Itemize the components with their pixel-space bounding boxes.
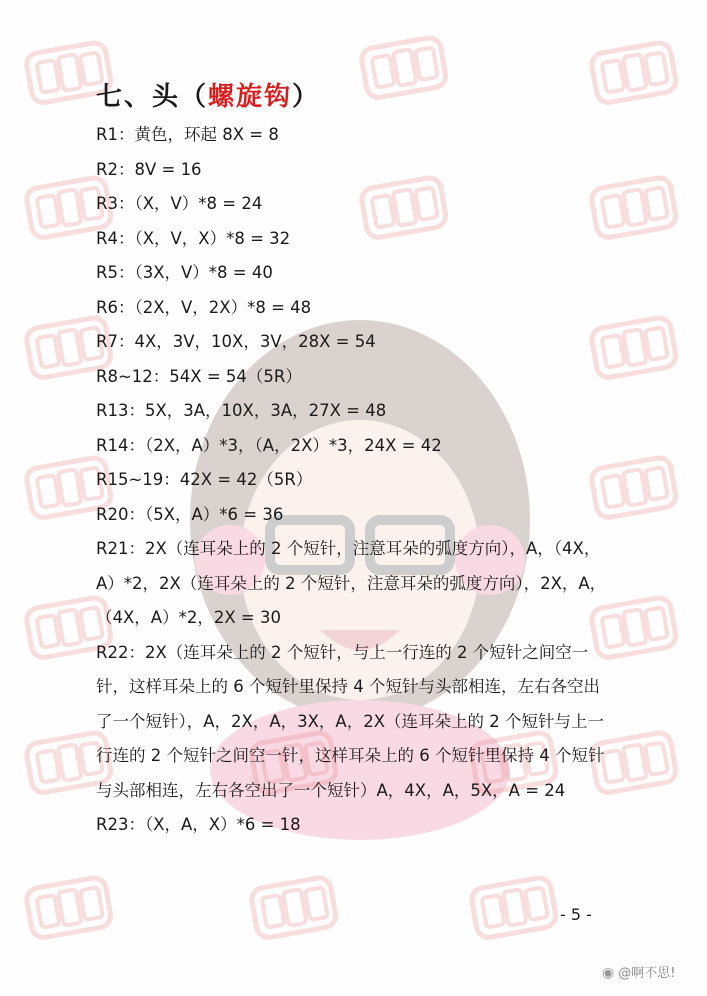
pattern-row-r21: R21：2X（连耳朵上的 2 个短针，注意耳朵的弧度方向），A，（4X，A）*2，2X（连耳朵上的 2 个短针，注意耳朵的弧度方向），2X，A，（4X，A）*2，2X = 30 (96, 539, 607, 627)
pattern-row-r22: R22：2X（连耳朵上的 2 个短针，与上一行连的 2 个短针之间空一针，这样耳朵上的 6 个短针里保持 4 个短针与头部相连，左右各空出了一个短针），A，2X，A，3X，A，2X（连耳朵上的 2 个短针与上一行连的 2 个短针之间空一针，这样耳朵上的 6 个短针里保持 4 个短针与头部相连，左右各空出了一个短针）A，4X，A，5X，A = 24 (96, 642, 605, 800)
pattern-row-r14: R14：（2X，A）*3，（A，2X）*3，24X = 42 (96, 435, 442, 455)
pattern-row-r3: R3：（X，V）*8 = 24 (96, 194, 263, 213)
pattern-row-r20: R20：（5X，A）*6 = 36 (96, 504, 284, 524)
section-title-main: 七、头（ (96, 82, 209, 112)
page-number: - 5 - (560, 905, 592, 924)
section-title (96, 76, 320, 113)
section-title-accent: 螺旋钩 (208, 82, 293, 112)
weibo-watermark (602, 962, 675, 981)
weibo-handle: @啊不思! (618, 966, 676, 981)
pattern-row-r13: R13：5X，3A，10X，3A，27X = 48 (96, 401, 387, 420)
pattern-row-r7: R7：4X，3V，10X，3V，28X = 54 (96, 332, 376, 351)
pattern-row-r2: R2：8V = 16 (96, 159, 202, 179)
pattern-row-r4: R4：（X，V，X）*8 = 32 (96, 228, 291, 248)
pattern-row-r23: R23：（X，A，X）*6 = 18 (96, 815, 301, 834)
section-title-close: ） (292, 82, 321, 112)
pattern-row-r8-12: R8~12：54X = 54（5R） (96, 366, 302, 386)
pattern-rows (96, 118, 616, 843)
pattern-row-r5: R5：（3X，V）*8 = 40 (96, 263, 273, 282)
pattern-row-r15-19: R15~19：42X = 42（5R） (96, 470, 313, 489)
pattern-row-r6: R6：（2X，V，2X）*8 = 48 (96, 297, 312, 317)
weibo-logo-icon: ◉ (602, 965, 615, 981)
pattern-row-r1: R1：黄色，环起 8X = 8 (96, 125, 279, 144)
